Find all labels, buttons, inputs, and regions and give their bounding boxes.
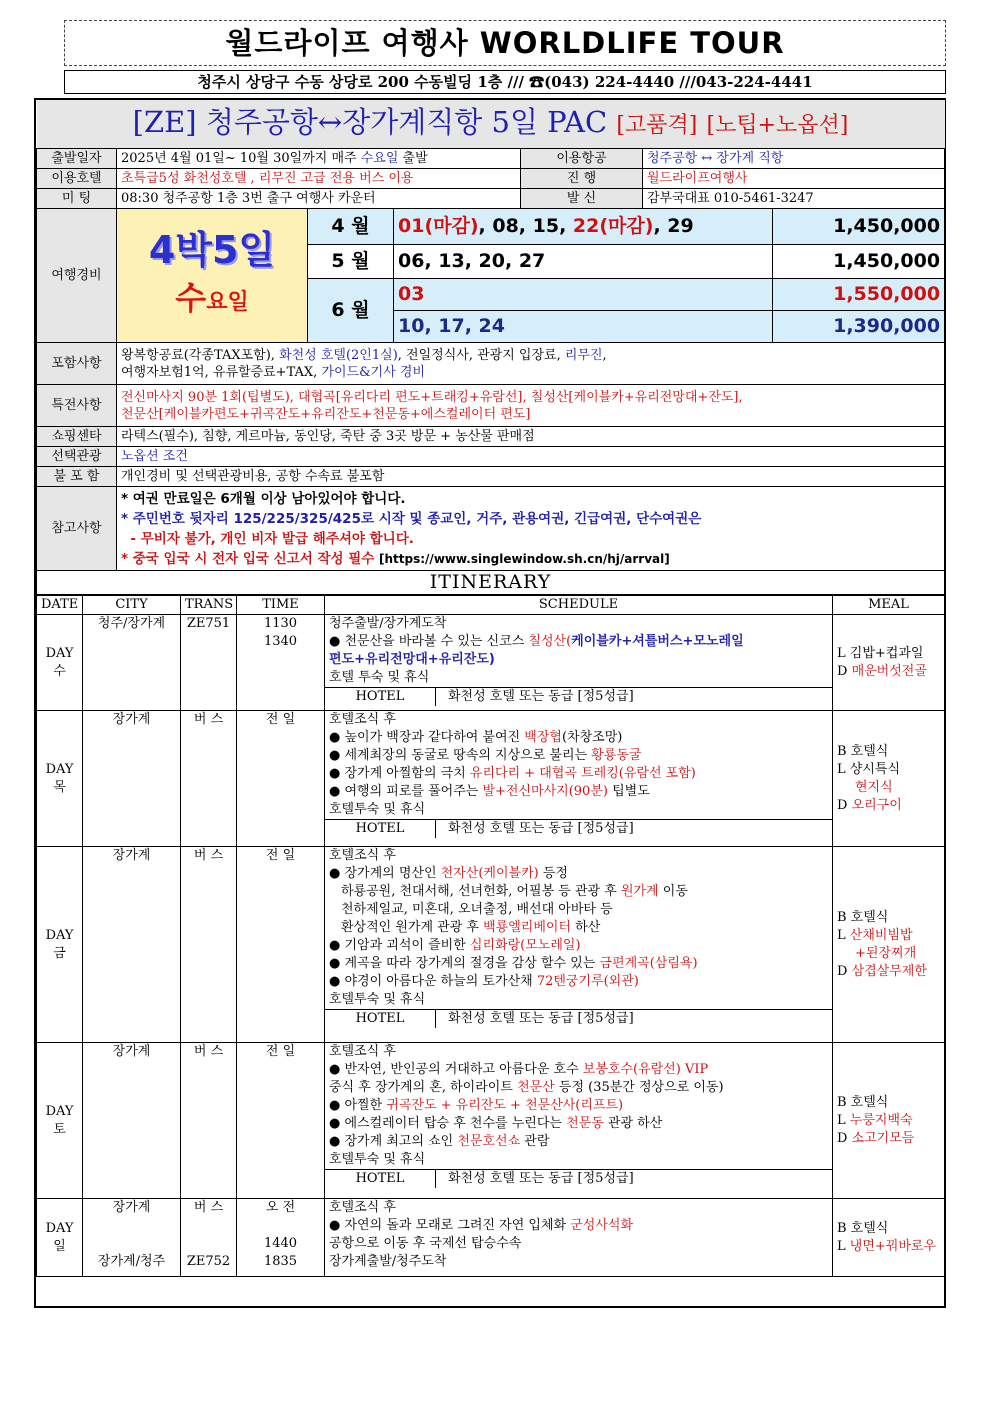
- day-1-label: DAY: [45, 645, 74, 661]
- day-2-meal: [833, 711, 945, 847]
- specials-line-2: 천문산[케이블카편도+귀곡잔도+유리잔도+천문동+에스컬레이터 편도]: [121, 406, 531, 422]
- col-time: TIME: [237, 596, 325, 615]
- optional-row: [37, 447, 945, 467]
- day-4-label: DAY: [45, 1103, 74, 1119]
- day-4-s5-text: 에스컬레이터 탑승 후 천수를 누린다는: [344, 1116, 567, 1131]
- day-4-trans: 버 스: [181, 1043, 237, 1199]
- info-table: [36, 100, 945, 595]
- day-1-hotel: [325, 687, 832, 706]
- day-2-hotel-value: 화천성 호텔 또는 동급 [정5성급]: [448, 821, 634, 836]
- price-may: 1,450,000: [773, 245, 945, 279]
- day-1-s3: 편도+유리전망대+유리잔도): [329, 652, 495, 667]
- day-3-hotel-label: HOTEL: [325, 1010, 436, 1028]
- badge-duration: 4박5일: [148, 227, 276, 272]
- day-4-lunch-menu: 누룽지백숙: [849, 1112, 913, 1128]
- pricing-label: 여행경비: [37, 209, 117, 343]
- day-3-s3-note: 이동: [658, 884, 688, 899]
- day-row-2: [37, 711, 945, 847]
- contact-value: 감부국대표 010-5461-3247: [643, 189, 945, 209]
- day-5-date: [37, 1199, 83, 1277]
- day-3-s5: [329, 919, 828, 937]
- day-3-s8-text: 야경이 아름다운 하늘의 토가산채: [344, 974, 537, 989]
- day-3-s2-place: 천자산(케이블카): [440, 866, 539, 881]
- price-april: 1,450,000: [773, 209, 945, 245]
- day-2-date: [37, 711, 83, 847]
- day-3-s7: [329, 955, 828, 973]
- price-june-a: 1,550,000: [773, 279, 945, 311]
- day-4-dinner-menu: 소고기모듬: [851, 1130, 915, 1146]
- day-3-label: DAY: [45, 927, 74, 943]
- day-4-breakfast: B 호텔식: [837, 1094, 889, 1110]
- agency-label: 진 행: [521, 169, 643, 189]
- day-3-s5-place: 백룡엘리베이터: [483, 920, 572, 935]
- day-2-lunch: L 샹시특식: [837, 761, 900, 777]
- meeting-value: 08:30 청주공항 1층 3번 출구 여행사 카운터: [117, 189, 521, 209]
- col-date: DATE: [37, 596, 83, 615]
- hotel-row: [37, 169, 945, 189]
- itinerary-title: ITINERARY: [37, 571, 945, 595]
- day-5-s3: 공항으로 이동 후 국제선 탑승수속: [329, 1236, 522, 1251]
- notes-row: [37, 487, 945, 571]
- day-2-weekday: 목: [53, 779, 66, 795]
- specials-label: 특전사항: [37, 385, 117, 427]
- day-4-s6-note: 관람: [520, 1134, 550, 1149]
- day-5-breakfast: B 호텔식: [837, 1220, 889, 1236]
- day-2-s4: [329, 765, 828, 783]
- day-3-s9: 호텔투숙 및 휴식: [329, 992, 426, 1007]
- product-title: [37, 100, 945, 149]
- date-apr-closed-2: 22(마감): [572, 215, 654, 237]
- day-1-schedule: [325, 615, 833, 711]
- day-3-dinner-menu: 삼겹살무제한: [851, 963, 927, 979]
- dates-may: 06, 13, 20, 27: [394, 245, 773, 279]
- day-1-time-arr: 1340: [263, 634, 298, 649]
- day-3-lunch-side: +된장찌개: [855, 945, 917, 961]
- day-3-s5-note: 하산: [571, 920, 601, 935]
- day-1-s4: 호텔 투숙 및 휴식: [329, 670, 430, 685]
- day-5-lunch: [837, 1238, 940, 1256]
- day-2-s3: [329, 747, 828, 765]
- includes-hotel: 화천성 호텔(2인1실): [279, 347, 398, 363]
- note-arrival-url: [https://www.singlewindow.sh.cn/hj/arrval]: [379, 551, 670, 566]
- day-1-lunch: L 김밥+컵과일: [837, 645, 924, 661]
- includes-insurance: 여행자보험1억, 유류할증료+TAX,: [121, 364, 322, 380]
- day-5-city-2: 장가계/청주: [97, 1254, 166, 1269]
- day-1-time-dep: 1130: [263, 616, 298, 631]
- note-arrival-card: [121, 549, 940, 569]
- includes-comma: ,: [602, 347, 607, 363]
- day-1-trans: ZE751: [181, 615, 237, 711]
- day-5-s2-place: 군성사석화: [570, 1218, 634, 1233]
- specials-value: [117, 385, 945, 427]
- day-4-hotel-value: 화천성 호텔 또는 동급 [정5성급]: [448, 1171, 634, 1186]
- note-visa: - 무비자 불가, 개인 비자 발급 해주셔야 합니다.: [121, 530, 414, 547]
- day-1-city: 청주/장가계: [83, 615, 181, 711]
- day-4-weekday: 토: [53, 1121, 66, 1137]
- day-5-trans: [181, 1199, 237, 1277]
- product-tag-premium: [고품격]: [616, 113, 698, 138]
- day-4-lunch: [837, 1112, 940, 1130]
- day-5-weekday: 일: [53, 1238, 66, 1254]
- day-3-trans: 버 스: [181, 847, 237, 1043]
- day-3-schedule: [325, 847, 833, 1043]
- date-apr-last: , 29: [653, 215, 694, 237]
- day-3-lunch-code: L: [837, 927, 850, 943]
- day-4-s3-note: 등정 (35분간 정상으로 이동): [554, 1080, 724, 1095]
- notes-label: 참고사항: [37, 487, 117, 571]
- badge-weekday-char: 수: [175, 278, 207, 317]
- col-city: CITY: [83, 596, 181, 615]
- badge-weekday: [117, 276, 307, 328]
- contact-label: 발 신: [521, 189, 643, 209]
- includes-value: [117, 343, 945, 385]
- day-3-s3-text: 하룡공원, 천대서해, 선녀헌화, 어필봉 등 관광 후: [341, 884, 621, 899]
- day-2-s2-text: 높이가 백장과 같다하여 붙여진: [344, 730, 525, 745]
- note-passport: * 여권 만료일은 6개월 이상 남아있어야 합니다.: [121, 490, 406, 507]
- day-4-dinner: [837, 1130, 940, 1148]
- day-3-s8: [329, 973, 828, 991]
- airport-value: 청주공항 ↔ 장가계 직항: [643, 149, 945, 169]
- product-route: 청주공항↔장가계직항 5일 PAC: [205, 105, 608, 139]
- day-3-s6-place: 십리화랑(모노레일): [469, 938, 581, 953]
- day-3-lunch-menu: 산채비빔밥: [849, 927, 913, 943]
- day-4-s2-text: 반자연, 반인공의 거대하고 아름다운 호수: [344, 1062, 583, 1077]
- day-4-time: 전 일: [237, 1043, 325, 1199]
- day-2-dinner-code: D: [837, 797, 852, 813]
- includes-meals: , 전일정식사, 관광지 입장료,: [397, 347, 565, 363]
- day-5-trans-1: 버 스: [193, 1200, 224, 1215]
- day-2-breakfast: B 호텔식: [837, 743, 889, 759]
- includes-limo: 리무진: [564, 347, 603, 363]
- agency-header: [64, 20, 946, 96]
- day-2-dinner: [837, 797, 940, 815]
- day-1-hotel-value: 화천성 호텔 또는 동급 [정5성급]: [448, 689, 634, 704]
- day-4-s6-place: 천문호선쇼: [457, 1134, 521, 1149]
- day-4-s2: [329, 1061, 828, 1079]
- meeting-label: 미 팅: [37, 189, 117, 209]
- date-apr-open: , 08, 15,: [478, 215, 573, 237]
- day-5-time-am: 오 전: [265, 1200, 296, 1215]
- day-4-s2-place: 보봉호수(유람선) VIP: [582, 1062, 709, 1077]
- day-3-s5-text: 환상적인 원가계 관광 후: [341, 920, 484, 935]
- specials-line-1: 전신마사지 90분 1회(팁별도), 대협곡[유리다리 편도+트래킹+유람선], 칠성산[케이블카+유리전망대+잔도],: [121, 389, 743, 405]
- month-april: 4 월: [308, 209, 394, 245]
- day-2-dinner-menu: 오리구이: [851, 797, 902, 813]
- day-4-meal: [833, 1043, 945, 1199]
- agency-value: 월드라이프여행사: [643, 169, 945, 189]
- day-3-dinner: [837, 963, 940, 981]
- day-5-time-dep: 1440: [263, 1236, 298, 1251]
- day-2-hotel-label: HOTEL: [325, 820, 436, 838]
- day-4-s3: [329, 1079, 828, 1097]
- day-3-hotel-value: 화천성 호텔 또는 동급 [정5성급]: [448, 1011, 634, 1026]
- day-3-breakfast: B 호텔식: [837, 909, 889, 925]
- day-3-s7-place: 금편계곡(삼림욕): [599, 956, 698, 971]
- day-5-time-arr: 1835: [263, 1254, 298, 1269]
- day-5-schedule: [325, 1199, 833, 1277]
- includes-label: 포함사항: [37, 343, 117, 385]
- col-schedule: SCHEDULE: [325, 596, 833, 615]
- day-4-s1: 호텔조식 후: [329, 1044, 396, 1059]
- day-5-s1: 호텔조식 후: [329, 1200, 396, 1215]
- day-1-dinner-code: D: [837, 663, 852, 679]
- day-4-s4-text: 아찔한: [344, 1098, 387, 1113]
- day-3-s1: 호텔조식 후: [329, 848, 396, 863]
- day-4-city: 장가계: [83, 1043, 181, 1199]
- day-5-s2-text: 자연의 돌과 모래로 그려진 자연 입체화: [344, 1218, 571, 1233]
- duration-badge: [117, 209, 308, 343]
- day-2-s6: 호텔투숙 및 휴식: [329, 802, 426, 817]
- day-2-label: DAY: [45, 761, 74, 777]
- day-3-city: 장가계: [83, 847, 181, 1043]
- meeting-row: [37, 189, 945, 209]
- month-may: 5 월: [308, 245, 394, 279]
- day-2-s2: [329, 729, 828, 747]
- day-5-time: [237, 1199, 325, 1277]
- day-2-hotel: [325, 819, 832, 838]
- day-1-s2-place: 칠성산(: [528, 634, 572, 649]
- day-3-s4: 천하제일교, 미혼대, 오녀출정, 배선대 아바타 등: [341, 902, 613, 917]
- product-title-row: [37, 100, 945, 149]
- departure-value: [117, 149, 521, 169]
- day-4-s6: [329, 1133, 828, 1151]
- day-2-s5-place: 발+전신마사지(90분): [482, 784, 608, 799]
- day-3-s6-text: 기암과 괴석이 즐비한: [344, 938, 470, 953]
- day-3-s6: [329, 937, 828, 955]
- day-2-s2-place: 백장협: [524, 730, 562, 745]
- day-1-hotel-label: HOTEL: [325, 688, 436, 706]
- day-5-s4: 장가계출발/청주도착: [329, 1254, 447, 1269]
- day-3-weekday: 금: [53, 945, 66, 961]
- departure-day: 수요일: [360, 151, 399, 166]
- day-2-trans: 버 스: [181, 711, 237, 847]
- day-4-s7: 호텔투숙 및 휴식: [329, 1152, 426, 1167]
- day-4-lunch-code: L: [837, 1112, 850, 1128]
- day-3-s2: [329, 865, 828, 883]
- product-code: [ZE]: [132, 105, 197, 139]
- shopping-label: 쇼핑센타: [37, 427, 117, 447]
- excludes-label: 불 포 함: [37, 467, 117, 487]
- hotel-value: 초특급5성 화천성호텔 , 리무진 고급 전용 버스 이용: [117, 169, 521, 189]
- day-2-s4-place: 유리다리 + 대협곡 트레킹(유람선 포함): [469, 766, 696, 781]
- product-tag-notip: [노팁+노옵션]: [706, 113, 849, 138]
- day-3-hotel: [325, 1009, 832, 1028]
- specials-row: [37, 385, 945, 427]
- day-5-lunch-code: L: [837, 1238, 850, 1254]
- day-1-date: [37, 615, 83, 711]
- day-1-s2: [329, 633, 828, 651]
- day-1-dinner-menu: 매운버섯전골: [851, 663, 927, 679]
- day-row-5: [37, 1199, 945, 1277]
- itinerary-header: [37, 596, 945, 615]
- notes-value: [117, 487, 945, 571]
- day-4-hotel-label: HOTEL: [325, 1170, 436, 1188]
- includes-row: [37, 343, 945, 385]
- day-3-s2-text: 장가계의 명산인: [344, 866, 441, 881]
- day-2-s5-text: 여행의 피로를 풀어주는: [344, 784, 483, 799]
- day-2-lunch-note: 현지식: [855, 779, 893, 795]
- price-row-april: [37, 209, 945, 245]
- day-3-lunch: [837, 927, 940, 945]
- departure-row: [37, 149, 945, 169]
- day-2-city: 장가계: [83, 711, 181, 847]
- day-5-lunch-menu: 냉면+꿔바로우: [849, 1238, 937, 1254]
- day-4-s5-place: 천문동: [566, 1116, 604, 1131]
- day-3-date: [37, 847, 83, 1043]
- day-1-meal: [833, 615, 945, 711]
- departure-range: 2025년 4월 01일~ 10월 30일까지 매주: [121, 151, 361, 166]
- day-4-dinner-code: D: [837, 1130, 852, 1146]
- departure-label: 출발일자: [37, 149, 117, 169]
- col-trans: TRANS: [181, 596, 237, 615]
- day-3-s3: [329, 883, 828, 901]
- day-1-s2-detail: 케이블카+셔틀버스+모노레일: [571, 634, 744, 649]
- day-1-weekday: 수: [53, 663, 66, 679]
- day-3-s3-place: 원가계: [620, 884, 659, 899]
- day-5-meal: [833, 1199, 945, 1277]
- day-3-s8-place: 72텐궁기루(외관): [536, 974, 639, 989]
- day-4-s4-place: 귀곡잔도 + 유리잔도 + 천문산사(리프트): [386, 1098, 624, 1113]
- shopping-value: 라텍스(필수), 침향, 게르마늄, 동인당, 죽탄 중 3곳 방문 + 농산물 판매점: [117, 427, 945, 447]
- includes-line-2: [121, 364, 940, 381]
- day-4-date: [37, 1043, 83, 1199]
- optional-value: 노옵션 조건: [117, 447, 945, 467]
- day-3-meal: [833, 847, 945, 1043]
- agency-title: 월드라이프 여행사 WORLDLIFE TOUR: [64, 20, 946, 66]
- day-2-s5-note: 팁별도: [607, 784, 650, 799]
- day-5-city-1: 장가계: [112, 1200, 151, 1215]
- excludes-value: 개인경비 및 선택관광비용, 공항 수속료 불포함: [117, 467, 945, 487]
- dates-april: [394, 209, 773, 245]
- day-4-s3-text: 중식 후 장가계의 혼, 하이라이트: [329, 1080, 518, 1095]
- shopping-row: [37, 427, 945, 447]
- itinerary-title-row: [37, 571, 945, 595]
- day-2-s2-note: (차창조망): [561, 730, 623, 745]
- badge-weekday-suffix: 요일: [206, 289, 249, 315]
- includes-line-1: [121, 347, 940, 364]
- month-june: 6 월: [308, 279, 394, 343]
- day-1-dinner: [837, 663, 940, 681]
- day-row-1: [37, 615, 945, 711]
- day-3-dinner-code: D: [837, 963, 852, 979]
- departure-suffix: 출발: [398, 151, 428, 166]
- note-id-number: * 주민번호 뒷자리 125/225/325/425로 시작 및 종교인, 거주, 관용여권, 긴급여권, 단수여권은: [121, 510, 702, 527]
- day-4-schedule: [325, 1043, 833, 1199]
- airport-label: 이용항공: [521, 149, 643, 169]
- day-2-s1: 호텔조식 후: [329, 712, 396, 727]
- day-4-hotel: [325, 1169, 832, 1188]
- excludes-row: [37, 467, 945, 487]
- day-5-s2: [329, 1217, 828, 1235]
- hotel-label: 이용호텔: [37, 169, 117, 189]
- day-4-s3-place: 천문산: [517, 1080, 555, 1095]
- day-5-trans-2: ZE752: [186, 1254, 231, 1269]
- dates-june-a: 03: [394, 279, 773, 311]
- day-1-s2-text: 천문산을 바라볼 수 있는 신코스: [344, 634, 529, 649]
- day-2-s3-text: 세계최장의 동굴로 땅속의 지상으로 불리는: [344, 748, 592, 763]
- includes-airfare: 왕복항공료(각종TAX포함),: [121, 347, 280, 363]
- day-row-4: [37, 1043, 945, 1199]
- day-4-s4: [329, 1097, 828, 1115]
- optional-label: 선택관광: [37, 447, 117, 467]
- day-1-s1: 청주출발/장가계도착: [329, 616, 447, 631]
- day-3-s2-note: 등정: [538, 866, 568, 881]
- day-3-time: 전 일: [237, 847, 325, 1043]
- day-4-s5-note: 관광 하산: [603, 1116, 663, 1131]
- day-2-s5: [329, 783, 828, 801]
- col-meal: MEAL: [833, 596, 945, 615]
- day-5-label: DAY: [45, 1220, 74, 1236]
- price-june-b: 1,390,000: [773, 311, 945, 343]
- date-apr-closed-1: 01(마감): [398, 215, 479, 237]
- day-1-time: [237, 615, 325, 711]
- day-4-s6-text: 장가계 최고의 쇼인: [344, 1134, 458, 1149]
- itinerary-table: [36, 595, 945, 1277]
- day-row-3: [37, 847, 945, 1043]
- day-2-time: 전 일: [237, 711, 325, 847]
- day-5-city: [83, 1199, 181, 1277]
- day-4-s5: [329, 1115, 828, 1133]
- tour-sheet: [34, 98, 946, 1308]
- day-3-s7-text: 계곡을 따라 장가계의 절경을 감상 할수 있는: [344, 956, 600, 971]
- includes-guide: 가이드&기사 경비: [321, 364, 426, 380]
- day-2-schedule: [325, 711, 833, 847]
- dates-june-b: 10, 17, 24: [394, 311, 773, 343]
- agency-address: 청주시 상당구 수동 상당로 200 수동빌딩 1층 /// ☎(043) 224-4440 ///043-224-4441: [64, 70, 946, 94]
- day-2-s3-place: 황룡동굴: [591, 748, 642, 763]
- day-2-s4-text: 장가계 아찔함의 극치: [344, 766, 470, 781]
- note-arrival-text: * 중국 입국 시 전자 입국 신고서 작성 필수: [121, 550, 380, 567]
